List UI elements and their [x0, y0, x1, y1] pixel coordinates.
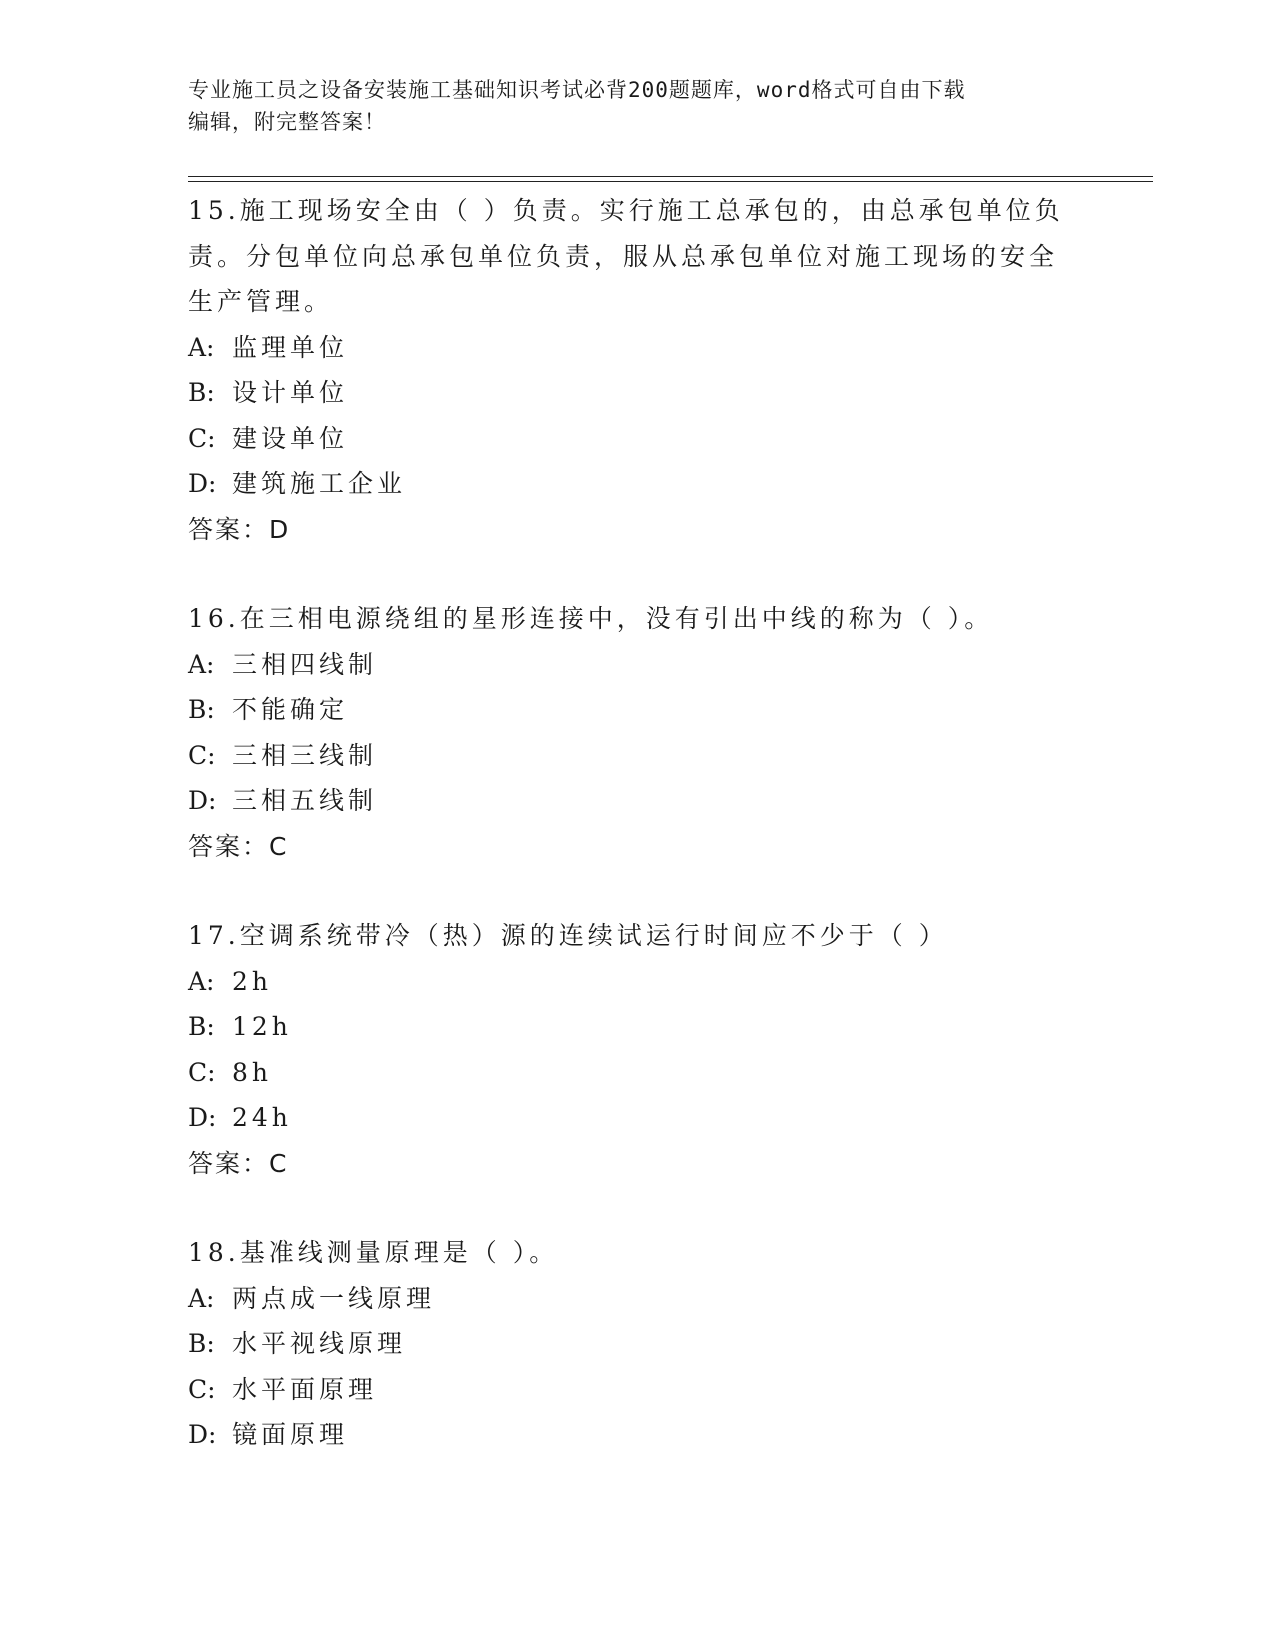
option-key: C:: [188, 740, 216, 770]
option-d: [188, 778, 1068, 824]
option-text: 三相四线制: [232, 649, 378, 679]
document-header: [188, 74, 1088, 138]
option-key: C:: [188, 1374, 216, 1404]
option-key: C:: [188, 423, 216, 453]
answer-line: 答案：C: [188, 1148, 289, 1178]
header-line-2: 编辑，附完整答案！: [188, 110, 386, 134]
option-d: [188, 1095, 1068, 1141]
option-key: A:: [188, 649, 215, 679]
option-text: 12h: [232, 1012, 292, 1041]
option-d: [188, 1412, 1068, 1458]
option-text: 水平视线原理: [232, 1329, 407, 1358]
option-key: B:: [188, 1012, 215, 1041]
option-b: [188, 1004, 1068, 1050]
question-stem-line: 16.在三相电源绕组的星形连接中，没有引出中线的称为（ ）。: [188, 604, 994, 633]
option-text: 两点成一线原理: [232, 1283, 436, 1313]
header-line-1: 专业施工员之设备安装施工基础知识考试必背200题题库，word格式可自由下载: [188, 78, 966, 102]
question-stem-line: 生产管理。: [188, 287, 334, 316]
option-a: [188, 325, 1068, 371]
header-divider-top: [188, 176, 1153, 177]
option-text: 三相三线制: [232, 740, 378, 770]
option-b: [188, 1321, 1068, 1367]
option-text: 三相五线制: [232, 786, 378, 815]
question-16: [188, 596, 1068, 869]
option-text: 8h: [232, 1057, 273, 1087]
option-c: [188, 416, 1068, 462]
option-text: 镜面原理: [232, 1420, 349, 1449]
option-text: 2h: [232, 966, 273, 996]
option-text: 建筑施工企业: [232, 469, 407, 498]
option-key: D:: [188, 786, 217, 815]
option-key: B:: [188, 695, 215, 724]
answer-line: 答案：D: [188, 514, 291, 544]
option-text: 24h: [232, 1103, 292, 1132]
option-key: D:: [188, 469, 217, 498]
option-key: A:: [188, 332, 215, 362]
header-divider-bottom: [188, 181, 1153, 182]
question-18: [188, 1230, 1068, 1458]
option-d: [188, 461, 1068, 507]
question-17: [188, 913, 1068, 1186]
option-a: [188, 959, 1068, 1005]
question-15: [188, 188, 1068, 552]
option-key: A:: [188, 1283, 215, 1313]
question-stem-line: 17.空调系统带冷（热）源的连续试运行时间应不少于（ ）: [188, 921, 948, 950]
option-key: A:: [188, 966, 215, 996]
option-key: C:: [188, 1057, 216, 1087]
option-b: [188, 370, 1068, 416]
question-stem-line: 15.施工现场安全由（ ）负责。实行施工总承包的，由总承包单位负: [188, 196, 1064, 225]
option-text: 不能确定: [232, 695, 349, 724]
option-text: 建设单位: [232, 423, 349, 453]
option-c: [188, 1050, 1068, 1096]
option-key: B:: [188, 1329, 215, 1358]
option-a: [188, 642, 1068, 688]
option-text: 设计单位: [232, 378, 349, 407]
option-c: [188, 733, 1068, 779]
answer-line: 答案：C: [188, 831, 289, 861]
question-list: [188, 188, 1068, 1502]
option-text: 水平面原理: [232, 1374, 378, 1404]
question-stem-line: 18.基准线测量原理是（ ）。: [188, 1238, 559, 1267]
question-stem-line: 责。分包单位向总承包单位负责，服从总承包单位对施工现场的安全: [188, 241, 1059, 271]
option-text: 监理单位: [232, 332, 349, 362]
option-b: [188, 687, 1068, 733]
option-c: [188, 1367, 1068, 1413]
option-key: D:: [188, 1103, 217, 1132]
option-key: B:: [188, 378, 215, 407]
option-a: [188, 1276, 1068, 1322]
option-key: D:: [188, 1420, 217, 1449]
